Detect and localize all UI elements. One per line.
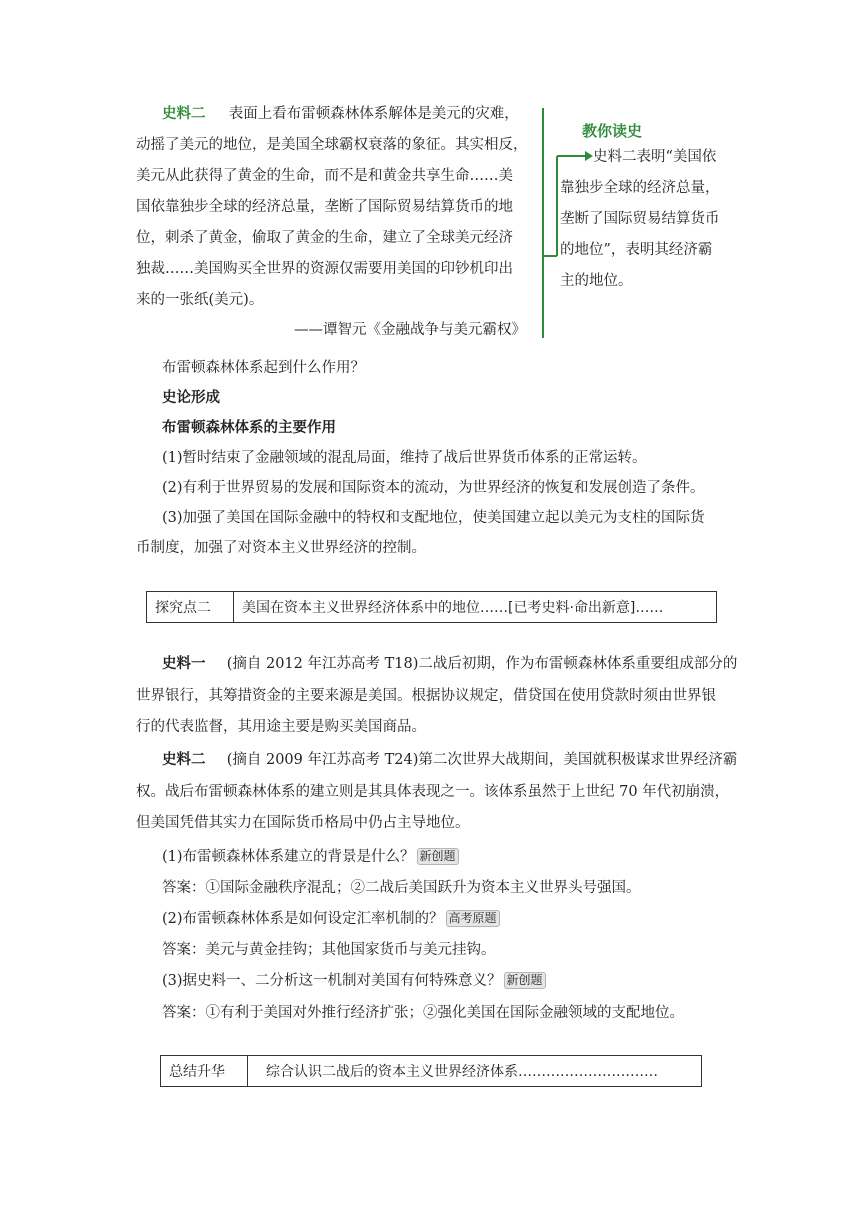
material2b-text-line: 权。战后布雷顿森林体系的建立则是其具体表现之一。该体系虽然于上世纪 70 年代初崩溃， <box>136 784 730 800</box>
material2-text-line: 位，刺杀了黄金，偷取了黄金的生命，建立了全球美元经济 <box>136 230 513 246</box>
material1-text-line: 二战后初期，作为布雷顿森林体系重要组成部分的 <box>418 656 738 672</box>
material2b-first-line <box>162 750 737 770</box>
material1-cite: (摘自 2012 年江苏高考 T18) <box>226 656 419 672</box>
reading-guide-line: 的地位”，表明其经济霸 <box>560 242 713 258</box>
summary-label: 总结升华 <box>161 1056 248 1086</box>
conclusion-point: (1)暂时结束了金融领域的混乱局面，维持了战后世界货币体系的正常运转。 <box>162 450 647 466</box>
question-text: (3)据史料一、二分析这一机制对美国有何特殊意义？ <box>162 973 502 989</box>
material2b-cite: (摘自 2009 年江苏高考 T24) <box>226 752 419 768</box>
reading-guide-title: 教你读史 <box>582 122 643 140</box>
material2-text-line: 动摇了美元的地位，是美国全球霸权衰落的象征。其实相反， <box>136 137 528 153</box>
material2-text-line: 来的一张纸(美元)。 <box>136 292 264 308</box>
question-tag: 高考原题 <box>446 910 500 927</box>
material2-label: 史料二 <box>162 105 206 122</box>
material2-source: ——谭智元《金融战争与美元霸权》 <box>294 322 526 338</box>
qa-question-3 <box>162 971 546 991</box>
material1-text-line: 世界银行，其筹措资金的主要来源是美国。根据协议规定，借贷国在使用贷款时须由世界银 <box>136 688 716 704</box>
material2-top-first-line <box>162 104 519 124</box>
reading-guide-line: 垄断了国际贸易结算货币 <box>560 211 720 227</box>
qa-answer-1: 答案：①国际金融秩序混乱；②二战后美国跃升为资本主义世界头号强国。 <box>162 880 641 896</box>
summary-title: 综合认识二战后的资本主义世界经济体系………………………… <box>266 1064 658 1080</box>
explore-point-box <box>146 591 717 623</box>
material2-text-line: 美元从此获得了黄金的生命，而不是和黄金共享生命……美 <box>136 168 513 184</box>
reading-guide-line: 主的地位。 <box>560 273 633 289</box>
summary-box <box>160 1055 702 1087</box>
material2b-text-line: 第二次世界大战期间，美国就积极谋求世界经济霸 <box>418 752 738 768</box>
material2-text-line: 国依靠独步全球的经济总量，垄断了国际贸易结算货币的地 <box>136 199 513 215</box>
explore-point-title: 美国在资本主义世界经济体系中的地位……[已考史料·命出新意]…… <box>242 600 664 616</box>
question-tag: 新创题 <box>417 848 459 865</box>
material2b-label: 史料二 <box>162 752 206 768</box>
material2-text-line: 独裁……美国购买全世界的资源仅需要用美国的印钞机印出 <box>136 261 513 277</box>
conclusion-point: 币制度，加强了对资本主义世界经济的控制。 <box>136 540 426 556</box>
explore-point-label: 探究点二 <box>147 592 234 622</box>
qa-answer-2: 答案：美元与黄金挂钩；其他国家货币与美元挂钩。 <box>162 942 496 958</box>
material1-text-line: 行的代表监督，其用途主要是购买美国商品。 <box>136 719 426 735</box>
conclusion-heading: 史论形成 <box>162 390 220 406</box>
material1-first-line <box>162 654 737 674</box>
conclusion-point: (2)有利于世界贸易的发展和国际资本的流动，为世界经济的恢复和发展创造了条件。 <box>162 480 705 496</box>
material2b-text-line: 但美国凭借其实力在国际货币格局中仍占主导地位。 <box>136 815 470 831</box>
question-text: (1)布雷顿森林体系建立的背景是什么？ <box>162 849 415 865</box>
material1-label: 史料一 <box>162 656 206 672</box>
qa-question-1 <box>162 847 459 867</box>
reading-guide-line: 靠独步全球的经济总量， <box>560 180 720 196</box>
material2-text-line: 表面上看布雷顿森林体系解体是美元的灾难， <box>228 106 519 122</box>
conclusion-point: (3)加强了美国在国际金融中的特权和支配地位，使美国建立起以美元为支柱的国际货 <box>162 510 705 526</box>
question-text: (2)布雷顿森林体系是如何设定汇率机制的？ <box>162 911 444 927</box>
reading-guide-line: 史料二表明“美国依 <box>593 149 717 165</box>
qa-answer-3: 答案：①有利于美国对外推行经济扩张；②强化美国在国际金融领域的支配地位。 <box>162 1005 684 1021</box>
question-tag: 新创题 <box>504 972 546 989</box>
qa-question-2 <box>162 909 500 929</box>
conclusion-subheading: 布雷顿森林体系的主要作用 <box>162 420 336 436</box>
question-text: 布雷顿森林体系起到什么作用？ <box>162 360 365 376</box>
